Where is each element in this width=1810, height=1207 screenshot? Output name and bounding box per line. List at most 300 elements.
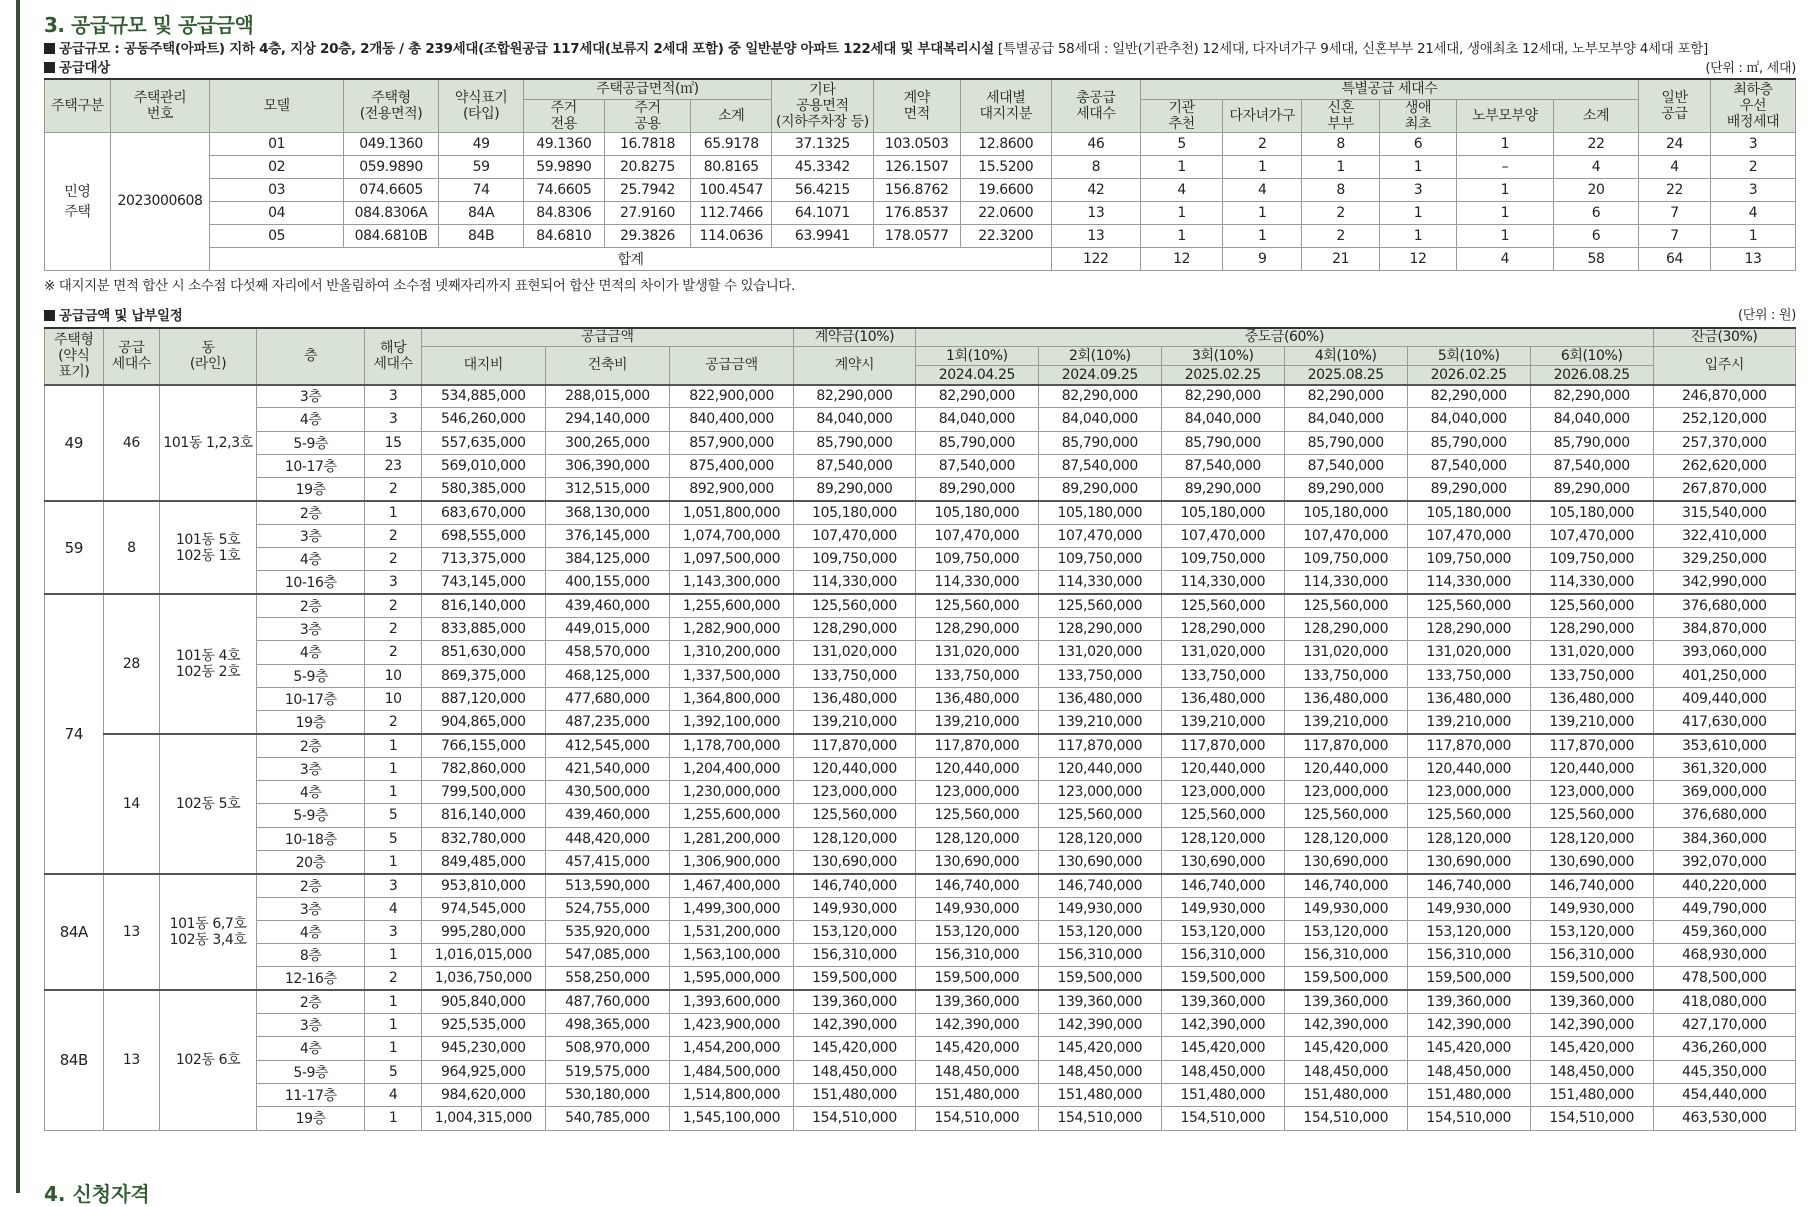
header-balance-when: 입주시 [1653,347,1795,385]
header-supply-count: 공급 세대수 [103,328,159,385]
table-cell: 084.6810B [343,224,438,247]
scale-bold-text: 공동주택(아파트) 지하 4층, 지상 20층, 2개동 / 총 239세대(조합원공급 117세대(보류지 2세대 포함) 중 일반분양 아파트 122세대 및 부대복리시설 [123,41,994,57]
floor-cell: 3층 [257,617,365,640]
table-row [45,664,1796,687]
table-cell: 24 [1638,132,1710,155]
mid-payment-cell: 145,420,000 [1161,1037,1284,1060]
floor-cell: 3층 [257,385,365,408]
mid-payment-cell: 85,790,000 [1407,431,1530,454]
table-cell: 1 [1456,224,1554,247]
build-cost-cell: 558,250,000 [545,967,669,990]
header-mid-round: 1회(10%) [915,347,1038,366]
table-row [45,897,1796,920]
balance-cell: 436,260,000 [1653,1037,1795,1060]
floor-cell: 11-17층 [257,1083,365,1106]
header-mid-round: 2회(10%) [1038,347,1161,366]
floor-cell: 4층 [257,1037,365,1060]
header-multichild: 다자녀가구 [1223,99,1301,132]
mid-payment-cell: 123,000,000 [1530,781,1653,804]
mid-payment-cell: 139,210,000 [1284,711,1407,734]
table-cell: 176.8537 [873,201,960,224]
amount-cell: 1,392,100,000 [669,711,793,734]
scale-label: 공급규모 : [59,41,124,57]
deposit-cell: 114,330,000 [794,571,916,594]
land-cost-cell: 945,230,000 [421,1037,545,1060]
table-row [45,804,1796,827]
table-row [45,990,1796,1013]
mid-payment-cell: 109,750,000 [1038,548,1161,571]
balance-cell: 342,990,000 [1653,571,1795,594]
count-cell: 1 [365,990,421,1013]
mid-payment-cell: 89,290,000 [1161,478,1284,501]
deposit-cell: 149,930,000 [794,897,916,920]
balance-cell: 384,360,000 [1653,827,1795,850]
table-row [45,850,1796,873]
next-section-title: 4. 신청자격 [44,1182,150,1206]
balance-cell: 353,610,000 [1653,734,1795,757]
build-cost-cell: 312,515,000 [545,478,669,501]
table-cell: 65.9178 [691,132,772,155]
mid-payment-cell: 131,020,000 [1161,641,1284,664]
mid-payment-cell: 131,020,000 [915,641,1038,664]
header-contract-area: 계약 면적 [873,79,960,132]
supply-units-cell: 14 [103,734,159,874]
build-cost-cell: 368,130,000 [545,501,669,524]
mid-payment-cell: 151,480,000 [1284,1083,1407,1106]
floor-cell: 4층 [257,920,365,943]
amount-cell: 1,306,900,000 [669,850,793,873]
header-mid-round: 3회(10%) [1161,347,1284,366]
table-cell: 2 [1301,201,1379,224]
mid-payment-cell: 142,390,000 [1161,1014,1284,1037]
count-cell: 1 [365,850,421,873]
mid-payment-cell: 84,040,000 [1161,408,1284,431]
mid-payment-cell: 149,930,000 [1161,897,1284,920]
table-cell: 16.7818 [604,132,691,155]
mid-payment-cell: 131,020,000 [1407,641,1530,664]
table-cell: 01 [210,132,344,155]
table-cell: 3 [1711,178,1796,201]
amount-cell: 892,900,000 [669,478,793,501]
balance-cell: 376,680,000 [1653,594,1795,617]
build-cost-cell: 508,970,000 [545,1037,669,1060]
mid-payment-cell: 151,480,000 [1530,1083,1653,1106]
amount-cell: 1,143,300,000 [669,571,793,594]
mid-payment-cell: 117,870,000 [915,734,1038,757]
table-cell: 1 [1456,132,1554,155]
mid-payment-cell: 139,360,000 [1161,990,1284,1013]
balance-cell: 246,870,000 [1653,385,1795,408]
bullet-square-icon [44,310,55,321]
land-cost-cell: 546,260,000 [421,408,545,431]
mid-payment-cell: 154,510,000 [1530,1107,1653,1130]
amount-cell: 1,467,400,000 [669,874,793,897]
deposit-cell: 109,750,000 [794,548,916,571]
header-general: 일반 공급 [1638,79,1710,132]
header-abbr: 약식표기 (타입) [439,79,524,132]
unit-type-cell: 84B [45,990,104,1130]
count-cell: 3 [365,920,421,943]
count-cell: 2 [365,617,421,640]
table-row [45,594,1796,617]
land-cost-cell: 832,780,000 [421,827,545,850]
table-row [45,781,1796,804]
header-mid-round: 6회(10%) [1530,347,1653,366]
land-cost-cell: 964,925,000 [421,1060,545,1083]
floor-cell: 3층 [257,524,365,547]
deposit-cell: 105,180,000 [794,501,916,524]
header-newlywed: 신혼 부부 [1301,99,1379,132]
sum-cell: 12 [1140,247,1223,270]
balance-cell: 393,060,000 [1653,641,1795,664]
floor-cell: 10-17층 [257,454,365,477]
mid-payment-cell: 109,750,000 [915,548,1038,571]
table-cell: 22.3200 [960,224,1051,247]
count-cell: 1 [365,501,421,524]
header-area: 주택형 (전용면적) [343,79,438,132]
floor-cell: 19층 [257,478,365,501]
deposit-cell: 128,290,000 [794,617,916,640]
deposit-cell: 153,120,000 [794,920,916,943]
count-cell: 2 [365,594,421,617]
land-cost-cell: 698,555,000 [421,524,545,547]
header-supply-area: 주택공급면적(㎡) [524,79,772,99]
mid-payment-cell: 125,560,000 [1407,804,1530,827]
land-cost-cell: 851,630,000 [421,641,545,664]
deposit-cell: 142,390,000 [794,1014,916,1037]
mid-payment-cell: 142,390,000 [1038,1014,1161,1037]
mid-payment-cell: 82,290,000 [915,385,1038,408]
mid-payment-cell: 148,450,000 [1530,1060,1653,1083]
mid-payment-cell: 117,870,000 [1407,734,1530,757]
supply-target-table [44,78,1796,271]
amount-cell: 1,563,100,000 [669,944,793,967]
table-cell: 4 [1554,155,1639,178]
count-cell: 1 [365,944,421,967]
table-cell: 74.6605 [524,178,605,201]
mid-payment-cell: 145,420,000 [915,1037,1038,1060]
table-cell: 1 [1140,201,1223,224]
land-cost-cell: 925,535,000 [421,1014,545,1037]
table-row [45,155,1796,178]
mid-payment-cell: 85,790,000 [915,431,1038,454]
balance-cell: 257,370,000 [1653,431,1795,454]
balance-cell: 454,440,000 [1653,1083,1795,1106]
build-cost-cell: 439,460,000 [545,594,669,617]
mid-payment-cell: 89,290,000 [915,478,1038,501]
mid-payment-cell: 114,330,000 [1161,571,1284,594]
deposit-cell: 148,450,000 [794,1060,916,1083]
mid-payment-cell: 85,790,000 [1038,431,1161,454]
deposit-cell: 139,210,000 [794,711,916,734]
table-cell: 4 [1711,201,1796,224]
floor-cell: 5-9층 [257,431,365,454]
land-cost-cell: 743,145,000 [421,571,545,594]
mid-payment-cell: 128,290,000 [1284,617,1407,640]
count-cell: 5 [365,1060,421,1083]
table-cell: 05 [210,224,344,247]
amount-cell: 1,454,200,000 [669,1037,793,1060]
table-cell: 59.9890 [524,155,605,178]
table-cell: 1 [1380,201,1456,224]
table-cell: 20 [1554,178,1639,201]
balance-cell: 417,630,000 [1653,711,1795,734]
mid-payment-cell: 139,210,000 [1161,711,1284,734]
supply-scale-line [44,40,1796,59]
mid-payment-cell: 139,360,000 [1407,990,1530,1013]
mid-payment-cell: 139,360,000 [1530,990,1653,1013]
mid-payment-cell: 159,500,000 [1038,967,1161,990]
mid-payment-cell: 154,510,000 [1161,1107,1284,1130]
floor-cell: 5-9층 [257,804,365,827]
land-cost-cell: 534,885,000 [421,385,545,408]
floor-cell: 3층 [257,757,365,780]
mid-payment-cell: 146,740,000 [1038,874,1161,897]
count-cell: 1 [365,734,421,757]
amount-cell: 822,900,000 [669,385,793,408]
mid-payment-cell: 114,330,000 [1530,571,1653,594]
deposit-cell: 154,510,000 [794,1107,916,1130]
table-row [45,734,1796,757]
mid-payment-cell: 125,560,000 [1284,594,1407,617]
mid-payment-cell: 125,560,000 [915,804,1038,827]
mid-payment-cell: 149,930,000 [915,897,1038,920]
mid-payment-cell: 153,120,000 [1407,920,1530,943]
mid-payment-cell: 117,870,000 [1038,734,1161,757]
mid-payment-cell: 146,740,000 [915,874,1038,897]
floor-cell: 3층 [257,1014,365,1037]
table-cell: 074.6605 [343,178,438,201]
mid-payment-cell: 125,560,000 [1161,804,1284,827]
mid-payment-cell: 151,480,000 [1038,1083,1161,1106]
build-cost-cell: 487,760,000 [545,990,669,1013]
floor-cell: 5-9층 [257,1060,365,1083]
build-cost-cell: 430,500,000 [545,781,669,804]
mid-payment-cell: 159,500,000 [1284,967,1407,990]
amount-cell: 875,400,000 [669,454,793,477]
table-cell: 27.9160 [604,201,691,224]
deposit-cell: 89,290,000 [794,478,916,501]
header-amount: 공급금액 [669,347,793,385]
amount-cell: 1,337,500,000 [669,664,793,687]
floor-cell: 19층 [257,1107,365,1130]
supply-units-cell: 8 [103,501,159,594]
land-cost-cell: 713,375,000 [421,548,545,571]
amount-cell: 1,310,200,000 [669,641,793,664]
table-cell: 1 [1456,201,1554,224]
table-cell: 6 [1380,132,1456,155]
mid-payment-cell: 130,690,000 [1161,850,1284,873]
header-deposit: 계약금(10%) [794,328,916,347]
mid-payment-cell: 148,450,000 [1407,1060,1530,1083]
mid-payment-cell: 123,000,000 [1161,781,1284,804]
mid-payment-cell: 146,740,000 [1161,874,1284,897]
mid-payment-cell: 120,440,000 [1038,757,1161,780]
amount-cell: 1,204,400,000 [669,757,793,780]
mid-payment-cell: 85,790,000 [1284,431,1407,454]
build-cost-cell: 519,575,000 [545,1060,669,1083]
mid-payment-cell: 136,480,000 [1161,687,1284,710]
table-cell: 42 [1051,178,1140,201]
mid-payment-cell: 107,470,000 [915,524,1038,547]
balance-cell: 468,930,000 [1653,944,1795,967]
table-cell: 63.9941 [772,224,874,247]
mid-payment-cell: 109,750,000 [1161,548,1284,571]
land-cost-cell: 816,140,000 [421,594,545,617]
table-cell: 3 [1380,178,1456,201]
unit-type-cell: 74 [45,594,104,874]
mid-payment-cell: 153,120,000 [915,920,1038,943]
mid-payment-cell: 107,470,000 [1284,524,1407,547]
table-cell: 84A [439,201,524,224]
table-cell: 7 [1638,224,1710,247]
mid-payment-cell: 151,480,000 [1407,1083,1530,1106]
amount-cell: 857,900,000 [669,431,793,454]
build-cost-cell: 449,015,000 [545,617,669,640]
supply-units-cell: 46 [103,385,159,501]
supply-units-cell: 28 [103,594,159,734]
dong-line-cell: 101동 1,2,3호 [160,385,257,501]
floor-cell: 2층 [257,734,365,757]
table-row [45,548,1796,571]
table-cell: 178.0577 [873,224,960,247]
floor-cell: 10-17층 [257,687,365,710]
land-cost-cell: 833,885,000 [421,617,545,640]
land-cost-cell: 569,010,000 [421,454,545,477]
header-special: 특별공급 세대수 [1140,79,1638,99]
price-label: 공급금액 및 납부일정 [59,307,183,324]
balance-cell: 445,350,000 [1653,1060,1795,1083]
table-cell: 46 [1051,132,1140,155]
balance-cell: 322,410,000 [1653,524,1795,547]
mid-payment-cell: 125,560,000 [1284,804,1407,827]
mid-payment-cell: 87,540,000 [1038,454,1161,477]
table-cell: 112.7466 [691,201,772,224]
count-cell: 2 [365,548,421,571]
mid-payment-cell: 133,750,000 [1530,664,1653,687]
mid-payment-cell: 84,040,000 [1284,408,1407,431]
mid-payment-cell: 130,690,000 [915,850,1038,873]
mid-payment-cell: 133,750,000 [1407,664,1530,687]
build-cost-cell: 535,920,000 [545,920,669,943]
deposit-cell: 82,290,000 [794,385,916,408]
table-cell: 4 [1223,178,1301,201]
mid-payment-cell: 109,750,000 [1530,548,1653,571]
table-cell: 02 [210,155,344,178]
balance-cell: 267,870,000 [1653,478,1795,501]
table-cell: 156.8762 [873,178,960,201]
mid-payment-cell: 148,450,000 [915,1060,1038,1083]
count-cell: 3 [365,571,421,594]
header-total-units: 총공급 세대수 [1051,79,1140,132]
table-cell: 84.8306 [524,201,605,224]
land-cost-cell: 995,280,000 [421,920,545,943]
mid-payment-cell: 125,560,000 [1530,804,1653,827]
mid-payment-cell: 89,290,000 [1407,478,1530,501]
mid-payment-cell: 159,500,000 [1530,967,1653,990]
amount-cell: 1,255,600,000 [669,594,793,617]
mid-payment-cell: 139,210,000 [915,711,1038,734]
deposit-cell: 133,750,000 [794,664,916,687]
amount-cell: 1,097,500,000 [669,548,793,571]
balance-cell: 418,080,000 [1653,990,1795,1013]
mid-payment-cell: 128,290,000 [1038,617,1161,640]
table-cell: 20.8275 [604,155,691,178]
table-row [45,478,1796,501]
header-count: 해당 세대수 [365,328,421,385]
deposit-cell: 136,480,000 [794,687,916,710]
supply-units-cell: 13 [103,874,159,990]
mid-payment-cell: 156,310,000 [1530,944,1653,967]
balance-cell: 315,540,000 [1653,501,1795,524]
land-cost-cell: 904,865,000 [421,711,545,734]
price-schedule-table [44,327,1796,1131]
mid-payment-cell: 154,510,000 [915,1107,1038,1130]
table-row [45,431,1796,454]
mid-payment-cell: 125,560,000 [1407,594,1530,617]
balance-cell: 392,070,000 [1653,850,1795,873]
mid-payment-cell: 128,120,000 [1284,827,1407,850]
mid-payment-cell: 153,120,000 [1284,920,1407,943]
floor-cell: 3층 [257,897,365,920]
deposit-cell: 130,690,000 [794,850,916,873]
table-cell: 22 [1638,178,1710,201]
scale-rest-text: [특별공급 58세대 : 일반(기관추천) 12세대, 다자녀가구 9세대, 신혼부부 21세대, 생애최초 12세대, 노부모부양 4세대 포함] [993,41,1708,57]
mid-payment-cell: 148,450,000 [1038,1060,1161,1083]
mid-payment-cell: 105,180,000 [1284,501,1407,524]
amount-cell: 1,282,900,000 [669,617,793,640]
table-row [45,641,1796,664]
amount-cell: 1,514,800,000 [669,1083,793,1106]
sum-cell: 13 [1711,247,1796,270]
mid-payment-cell: 146,740,000 [1530,874,1653,897]
table-row [45,1014,1796,1037]
table-cell: 6 [1554,201,1639,224]
balance-cell: 459,360,000 [1653,920,1795,943]
deposit-cell: 146,740,000 [794,874,916,897]
mid-payment-cell: 85,790,000 [1161,431,1284,454]
header-mid-date: 2026.02.25 [1407,366,1530,385]
floor-cell: 5-9층 [257,664,365,687]
balance-cell: 409,440,000 [1653,687,1795,710]
mid-payment-cell: 130,690,000 [1407,850,1530,873]
land-cost-cell: 683,670,000 [421,501,545,524]
amount-cell: 1,531,200,000 [669,920,793,943]
table-cell: 56.4215 [772,178,874,201]
build-cost-cell: 457,415,000 [545,850,669,873]
mid-payment-cell: 85,790,000 [1530,431,1653,454]
header-mid-date: 2025.08.25 [1284,366,1407,385]
build-cost-cell: 530,180,000 [545,1083,669,1106]
deposit-cell: 128,120,000 [794,827,916,850]
mid-payment-cell: 87,540,000 [915,454,1038,477]
table-cell: 3 [1711,132,1796,155]
amount-cell: 1,595,000,000 [669,967,793,990]
mid-payment-cell: 133,750,000 [1284,664,1407,687]
count-cell: 4 [365,1083,421,1106]
table-cell: 8 [1301,132,1379,155]
mid-payment-cell: 149,930,000 [1530,897,1653,920]
mid-payment-cell: 151,480,000 [1161,1083,1284,1106]
header-mid-round: 5회(10%) [1407,347,1530,366]
mid-payment-cell: 153,120,000 [1038,920,1161,943]
mid-payment-cell: 146,740,000 [1407,874,1530,897]
table-cell: 37.1325 [772,132,874,155]
mid-payment-cell: 154,510,000 [1407,1107,1530,1130]
mid-payment-cell: 131,020,000 [1284,641,1407,664]
mid-payment-cell: 117,870,000 [1161,734,1284,757]
build-cost-cell: 294,140,000 [545,408,669,431]
